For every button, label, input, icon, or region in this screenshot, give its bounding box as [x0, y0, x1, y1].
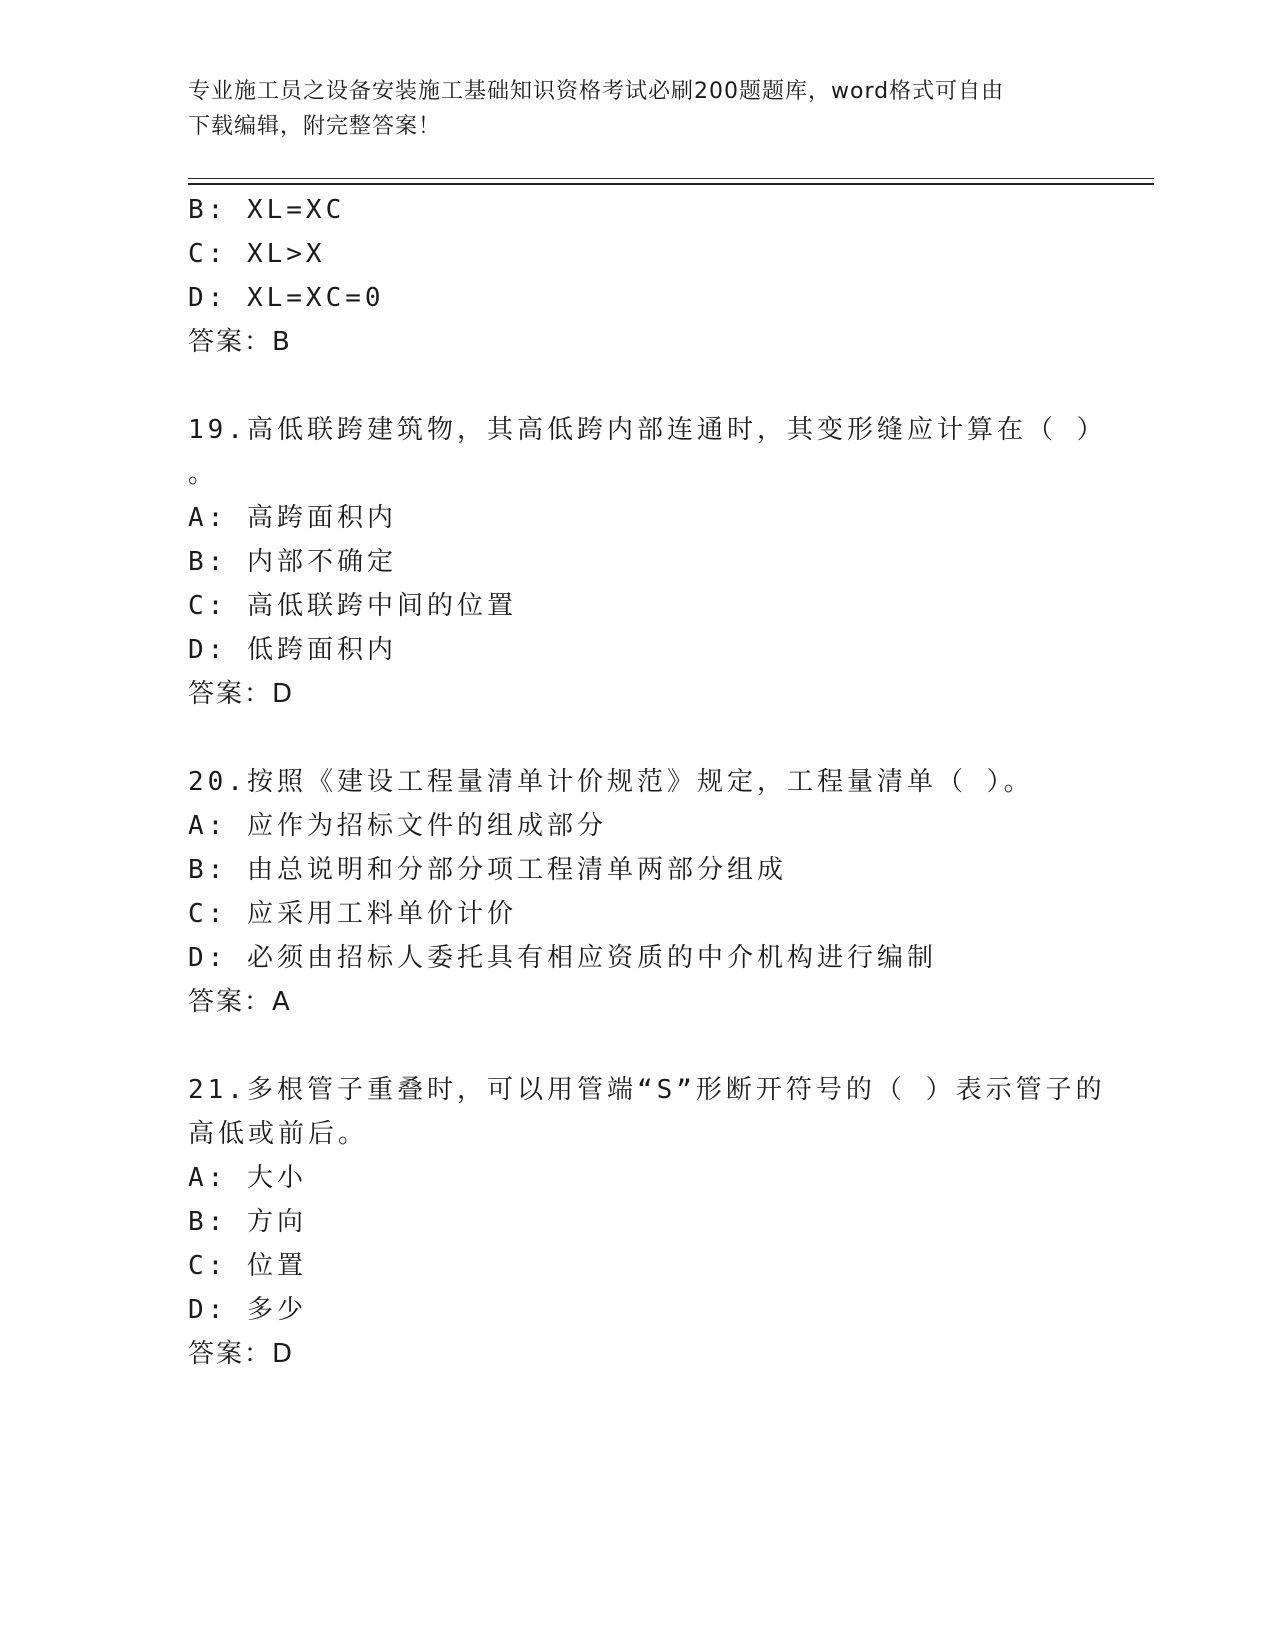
prev-answer: 答案：B	[188, 327, 292, 357]
header-line-2: 下载编辑，附完整答案！	[188, 114, 442, 139]
prev-option-d: D: XL=XC=0	[188, 283, 385, 313]
q20-answer: 答案：A	[188, 987, 292, 1017]
q21-stem-line-1: 21.多根管子重叠时，可以用管端“S”形断开符号的（ ）表示管子的	[188, 1075, 1106, 1105]
header-divider-thick	[188, 183, 1154, 185]
q19-stem-line-2: 。	[188, 459, 219, 489]
q21-option-b: B: 方向	[188, 1207, 307, 1237]
q21-answer: 答案：D	[188, 1339, 295, 1369]
q21-option-a: A: 大小	[188, 1163, 307, 1193]
q21-option-c: C: 位置	[188, 1251, 307, 1281]
q20-option-b: B: 由总说明和分部分项工程清单两部分组成	[188, 855, 787, 885]
q21-stem-line-2: 高低或前后。	[188, 1119, 369, 1149]
q20-option-a: A: 应作为招标文件的组成部分	[188, 811, 607, 841]
header-line-1: 专业施工员之设备安装施工基础知识资格考试必刷200题题库，word格式可自由	[188, 79, 1005, 104]
q19-stem-line-1: 19.高低联跨建筑物，其高低跨内部连通时，其变形缝应计算在（ ）	[188, 415, 1107, 445]
q19-option-d: D: 低跨面积内	[188, 635, 397, 665]
q19-option-b: B: 内部不确定	[188, 547, 397, 577]
q19-answer: 答案：D	[188, 679, 295, 709]
q20-stem-line-1: 20.按照《建设工程量清单计价规范》规定，工程量清单（ ）。	[188, 767, 1034, 797]
q19-option-a: A: 高跨面积内	[188, 503, 397, 533]
prev-option-c: C: XL>X	[188, 239, 326, 269]
q21-option-d: D: 多少	[188, 1295, 307, 1325]
q19-option-c: C: 高低联跨中间的位置	[188, 591, 517, 621]
prev-option-b: B: XL=XC	[188, 195, 346, 225]
document-header	[188, 74, 1068, 144]
q20-option-d: D: 必须由招标人委托具有相应资质的中介机构进行编制	[188, 943, 937, 973]
header-divider-thin	[188, 178, 1154, 179]
q20-option-c: C: 应采用工料单价计价	[188, 899, 517, 929]
